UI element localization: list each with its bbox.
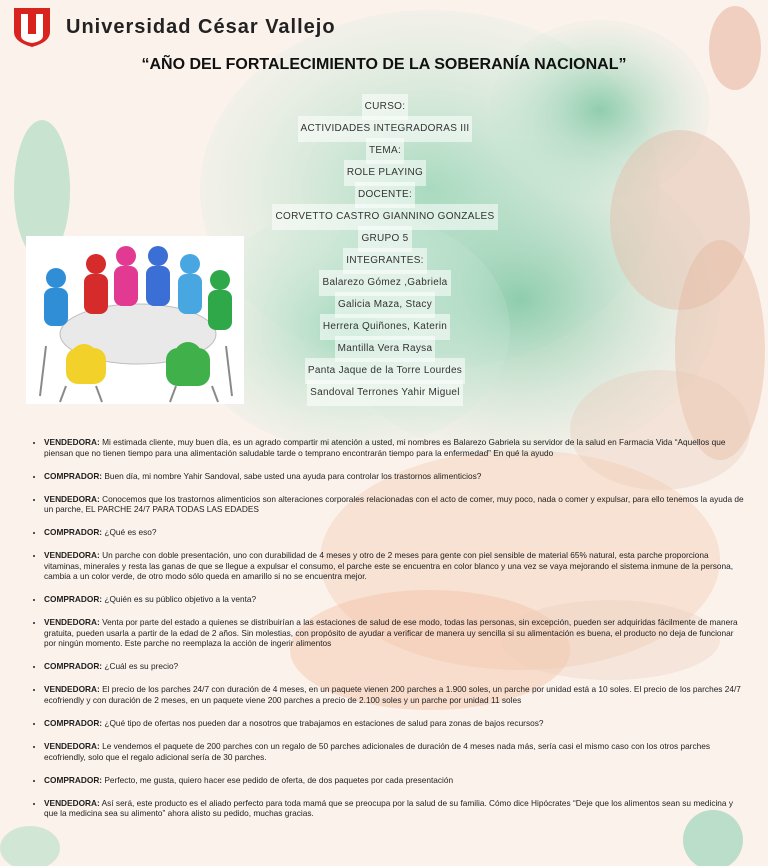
speaker-label: VENDEDORA: [44,550,100,561]
dialogue-text: ¿Qué es eso? [102,527,157,538]
dialogue-text: El precio de los parches 24/7 con duración de 4 meses, en un paquete vienen 200 parches a 1.900 soles, un parche por unidad está a 10 soles. El precio de los parches 24/7 ecofriendly y con duración de 2 meses, en un paquete viene 200 parches a precio de 2.100 soles y un parche por unidad 11 soles [44,684,741,706]
dialogue-text: Así será, este producto es el aliado perfecto para toda mamá que se preocupa por la salud de su familia. Cómo dice Hipócrates “Deje que los alimentos sean su medicina y que la medicina sea su alimento” ahora alisto su pedido, muchas gracias. [44,797,733,819]
info-label-tema: TEMA: [366,138,404,164]
dialogue-text: Perfecto, me gusta, quiero hacer ese pedido de oferta, de dos paquetes por cada presentación [102,774,454,785]
dialogue-line [44,798,746,819]
dialogue-line [44,661,746,672]
dialogue-line [44,775,746,786]
info-course-name: ACTIVIDADES INTEGRADORAS III [298,116,473,142]
info-label-curso: CURSO: [362,94,409,120]
dialogue-text: Venta por parte del estado a quienes se distribuirían a las estaciones de salud de ese modo, todas las personas, sin excepción, pueden ser adquiridas fácilmente de manera gratuita, pueden usarla a partir de la edad de 2 años. Sin molestias, con propósito de ayudar a verificar de manera uy sencilla si su alimentación es buena, el producto no deja de funcionar por ningún momento. Este parche no reemplaza la acción de ingerir alimentos [44,617,738,649]
speaker-label: COMPRADOR: [44,661,103,672]
speaker-label: COMPRADOR: [44,594,103,605]
dialogue-text: ¿Cuál es su precio? [102,661,179,672]
dialogue-text: Le vendemos el paquete de 200 parches con un regalo de 50 parches adicionales de duración de 4 meses nada más, sería casi el mismo caso con los otros parches ecofriendly, solo que el regalo adicional sería de 30 parches. [44,741,710,762]
member-name: Mantilla Vera Raysa [335,336,436,362]
dialogue-line [44,550,746,582]
dialogue-line [44,718,746,729]
dialogue-line [44,471,746,482]
member-name: Sandoval Terrones Yahir Miguel [307,380,463,406]
motto-title: “AÑO DEL FORTALECIMIENTO DE LA SOBERANÍA NACIONAL” [141,56,627,73]
round-table-illustration [26,236,244,404]
speaker-label: VENDEDORA: [44,797,100,808]
info-teacher: CORVETTO CASTRO GIANNINO GONZALES [272,204,497,230]
speaker-label: VENDEDORA: [44,684,100,695]
dialogue-text: ¿Qué tipo de ofertas nos pueden dar a nosotros que trabajamos en estaciones de salud para zonas de bajos recursos? [102,718,544,729]
member-name: Galicia Maza, Stacy [335,292,435,318]
dialogue-text: Un parche con doble presentación, uno con durabilidad de 4 meses y otro de 2 meses para gente con piel sensible de material 65% natural, esta parche proporciona vitaminas, minerales y resta las ganas de que se llegue a expulsar el consumo, el parche este se encuentra en color blanco y una vez se vaya mejorando el sistema inmune de la persona, cambia a un color verde, de otro modo sólo queda en amarillo si no se encuentra mejor. [44,550,734,582]
dialogue-text: Mi estimada cliente, muy buen día, es un agrado compartir mi atención a usted, mi nombres es Balarezo Gabriela su servidor de la salud en Farmacia Vida “Aquellos que piensan que no tienen tiempo para una alimentación saludable tarde o temprano encontrarán tiempo para la enfermedad” En qué la ayudo [44,437,726,458]
university-name: Universidad César Vallejo [66,15,336,38]
dialogue-line [44,594,746,605]
speaker-label: VENDEDORA: [44,617,100,628]
speaker-label: COMPRADOR: [44,527,103,538]
role-play-dialogue [30,437,746,831]
dialogue-line [44,527,746,538]
dialogue-text: Conocemos que los trastornos alimenticios son alteraciones corporales relacionadas con el acto de comer, muy poco, nada o comer y expulsar, para ello tenemos la ayuda de un parche, EL PARCHE 24/7 PARA TODAS LAS EDADES [44,493,744,515]
dialogue-line [44,617,746,649]
speaker-label: VENDEDORA: [44,437,100,447]
dialogue-text: Buen día, mi nombre Yahir Sandoval, sabe usted una ayuda para controlar los trastornos alimenticios? [102,470,482,481]
member-name: Balarezo Gómez ,Gabriela [319,270,450,296]
info-topic: ROLE PLAYING [344,160,426,186]
speaker-label: VENDEDORA: [44,493,100,504]
dialogue-text: ¿Quién es su público objetivo a la venta? [102,594,257,605]
dialogue-line [44,741,746,762]
university-logo [12,6,336,48]
course-info [230,94,540,402]
speaker-label: COMPRADOR: [44,470,103,481]
dialogue-line [44,494,746,515]
member-name: Herrera Quiñones, Katerin [320,314,450,340]
info-label-docente: DOCENTE: [355,182,415,208]
info-group: GRUPO 5 [358,226,411,252]
speaker-label: VENDEDORA: [44,741,100,751]
info-label-integrantes: INTEGRANTES: [343,248,427,274]
speaker-label: COMPRADOR: [44,774,103,785]
dialogue-line [44,684,746,705]
ucv-shield-icon [12,6,52,48]
member-name: Panta Jaque de la Torre Lourdes [305,358,465,384]
dialogue-line [44,437,746,458]
speaker-label: COMPRADOR: [44,718,103,729]
